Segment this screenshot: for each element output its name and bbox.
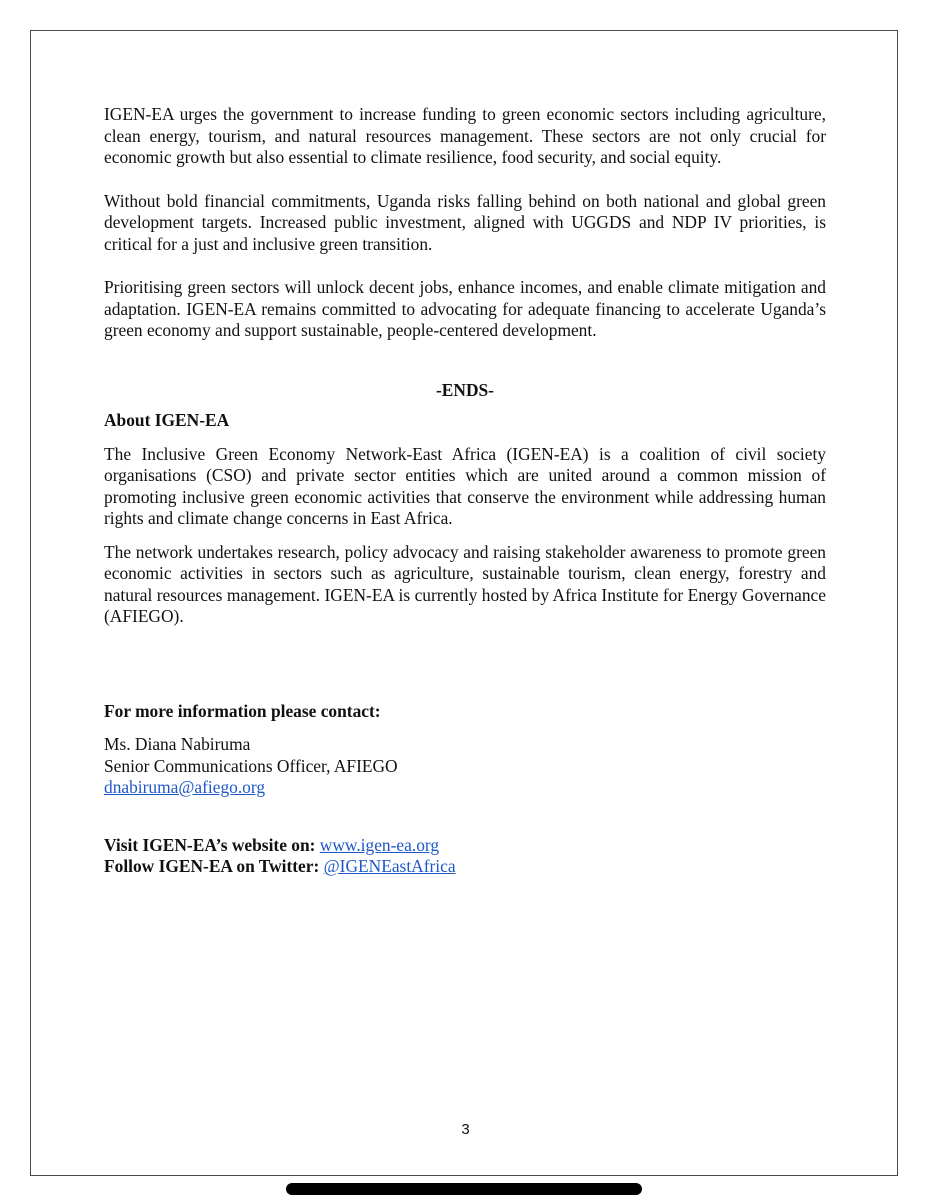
twitter-label: Follow IGEN-EA on Twitter: [104,856,320,876]
twitter-link[interactable]: @IGENEastAfrica [323,856,456,876]
body-paragraph-1: IGEN-EA urges the government to increase funding to green economic sectors including agriculture, clean energy, tourism, and natural resources management. These sectors are not only crucial for economic growth but also essential to climate resilience, food security, and social equity. [104,104,826,167]
about-paragraph-2: The network undertakes research, policy advocacy and raising stakeholder awareness to promote green economic activities in sectors such as agriculture, sustainable tourism, clean energy, forestry and natural resources management. IGEN-EA is currently hosted by Africa Institute for Energy Governance (AFIEGO). [104,541,826,626]
ends-marker: -ENDS- [436,379,494,400]
contact-name: Ms. Diana Nabiruma [104,734,251,754]
home-indicator[interactable] [286,1183,642,1195]
contact-email-link[interactable]: dnabiruma@afiego.org [104,777,266,797]
page-number: 3 [461,1121,470,1138]
contact-title: Senior Communications Officer, AFIEGO [104,755,398,776]
about-heading: About IGEN-EA [104,410,230,430]
body-paragraph-3: Prioritising green sectors will unlock decent jobs, enhance incomes, and enable climate mitigation and adaptation. IGEN-EA remains committed to advocating for adequate financing to accelerate Uganda’s green economy and support sustainable, people-centered development. [104,277,826,340]
body-paragraph-2: Without bold financial commitments, Uganda risks falling behind on both national and global green development targets. Increased public investment, aligned with UGGDS and NDP IV priorities, is critical for a just and inclusive green transition. [104,190,826,254]
social-links [104,835,826,878]
about-paragraph-1: The Inclusive Green Economy Network-East Africa (IGEN-EA) is a coalition of civil society organisations (CSO) and private sector entities which are united around a common mission of promoting inclusive green economic activities that conserve the environment while addressing human rights and climate change concerns in East Africa. [104,443,826,528]
document-body [104,104,826,878]
contact-heading: For more information please contact: [104,700,381,721]
contact-details [104,734,826,799]
website-label: Visit IGEN-EA’s website on: [104,834,316,855]
website-link[interactable]: www.igen-ea.org [319,834,440,855]
